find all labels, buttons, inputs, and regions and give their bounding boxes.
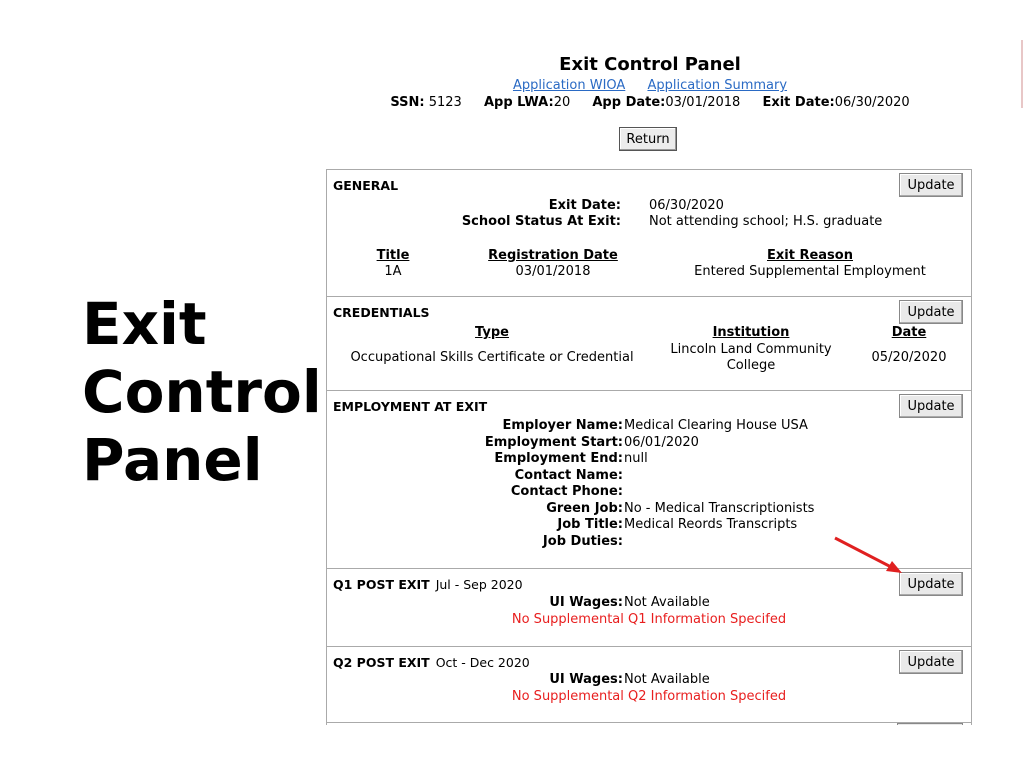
- q2-section-title: [333, 655, 530, 670]
- general-update-button[interactable]: Update: [899, 173, 963, 197]
- return-button[interactable]: Return: [619, 127, 677, 151]
- employment-field-label: Green Job:: [546, 500, 623, 516]
- app-date-value: 03/01/2018: [665, 95, 741, 110]
- slide-title-line: Exit: [82, 290, 207, 358]
- credentials-section-title: CREDENTIALS: [333, 305, 430, 320]
- school-status-label: School Status At Exit:: [461, 214, 621, 229]
- general-section: [327, 169, 971, 297]
- employment-field-row: [327, 501, 971, 517]
- employment-field-value: Medical Clearing House USA: [624, 418, 808, 433]
- q2-ui-wages-label: UI Wages:: [549, 672, 623, 687]
- q2-period: Oct - Dec 2020: [435, 655, 530, 670]
- credentials-section: [327, 296, 971, 391]
- general-exit-date-value: 06/30/2020: [649, 198, 724, 213]
- application-summary-link[interactable]: Application Summary: [647, 78, 788, 93]
- q1-notice: No Supplemental Q1 Information Specifed: [511, 612, 787, 627]
- employment-field-label: Job Title:: [557, 517, 623, 532]
- slide-edge-divider: [1021, 40, 1023, 108]
- credential-institution-line2: College: [726, 358, 776, 373]
- col-header-exit-reason: Exit Reason: [767, 248, 853, 263]
- q2-ui-wages-value: Not Available: [624, 672, 710, 687]
- employment-field-row: [327, 468, 971, 484]
- employment-field-row: [327, 418, 971, 434]
- employment-field-value: 06/01/2020: [624, 434, 699, 450]
- cell-title: 1A: [384, 264, 402, 279]
- employment-field-label: Job Duties:: [542, 533, 623, 549]
- ssn-label: SSN:: [390, 95, 425, 110]
- case-info-line: [330, 95, 970, 110]
- q1-ui-wages-row: [327, 595, 971, 611]
- q2-post-exit-section: [327, 646, 971, 723]
- exit-date-label: Exit Date:: [762, 95, 835, 110]
- employment-field-row: [327, 435, 971, 451]
- credential-type: Occupational Skills Certificate or Credential: [350, 350, 634, 365]
- q2-update-button[interactable]: Update: [899, 650, 963, 674]
- app-date-label: App Date:: [592, 95, 666, 110]
- general-exit-date-label: Exit Date:: [548, 198, 621, 213]
- exit-control-panel: [326, 169, 972, 725]
- employment-field-label: Employment End:: [494, 451, 623, 466]
- credential-date: 05/20/2020: [871, 350, 947, 365]
- col-header-registration-date: Registration Date: [488, 248, 618, 263]
- slide-title: [82, 290, 322, 494]
- employment-field-label: Employer Name:: [502, 418, 623, 433]
- app-lwa-value: 20: [553, 95, 571, 110]
- q2-notice: No Supplemental Q2 Information Specifed: [511, 689, 787, 704]
- next-update-button-partial: [897, 723, 963, 725]
- employment-field-label: Contact Name:: [514, 467, 623, 483]
- q1-section-title: [333, 577, 523, 592]
- employment-field-row: [327, 534, 971, 550]
- employment-field-row: [327, 484, 971, 500]
- general-exit-date-row: [327, 198, 971, 214]
- application-links: [330, 78, 970, 93]
- col-header-title: Title: [376, 248, 410, 263]
- employment-field-value: No - Medical Transcriptionists: [624, 500, 815, 516]
- q1-update-button[interactable]: Update: [899, 572, 963, 596]
- app-lwa-label: App LWA:: [483, 95, 554, 110]
- q1-period: Jul - Sep 2020: [435, 577, 523, 592]
- school-status-value: Not attending school; H.S. graduate: [649, 214, 883, 229]
- q1-post-exit-section: [327, 568, 971, 647]
- col-header-institution: Institution: [712, 325, 790, 340]
- ssn-value: 5123: [428, 95, 462, 110]
- application-wioa-link[interactable]: Application WIOA: [512, 78, 626, 93]
- col-header-type: Type: [475, 325, 509, 340]
- q1-ui-wages-label: UI Wages:: [549, 595, 623, 610]
- q2-title: Q2 POST EXIT: [333, 655, 430, 670]
- exit-date-value: 06/30/2020: [834, 95, 910, 110]
- employment-field-value: Medical Reords Transcripts: [624, 517, 798, 532]
- general-school-status-row: [327, 214, 971, 230]
- employment-field-row: [327, 517, 971, 533]
- q2-ui-wages-row: [327, 672, 971, 688]
- employment-field-value: null: [624, 451, 648, 466]
- cell-exit-reason: Entered Supplemental Employment: [694, 264, 926, 279]
- q1-ui-wages-value: Not Available: [624, 595, 710, 610]
- slide-title-line: Control: [82, 358, 322, 426]
- next-section-partial: [327, 722, 971, 725]
- employment-field-label: Contact Phone:: [510, 484, 623, 499]
- credentials-update-button[interactable]: Update: [899, 300, 963, 324]
- page-title: Exit Control Panel: [559, 54, 741, 75]
- general-section-title: GENERAL: [333, 178, 399, 193]
- employment-update-button[interactable]: Update: [899, 394, 963, 418]
- employment-field-row: [327, 451, 971, 467]
- employment-section: [327, 390, 971, 569]
- employment-section-title: EMPLOYMENT AT EXIT: [333, 399, 488, 414]
- q1-title: Q1 POST EXIT: [333, 577, 430, 592]
- employment-field-label: Employment Start:: [484, 434, 623, 450]
- credential-institution-line1: Lincoln Land Community: [670, 342, 832, 357]
- col-header-date: Date: [891, 325, 927, 340]
- cell-registration-date: 03/01/2018: [515, 264, 591, 279]
- slide-title-line: Panel: [82, 426, 263, 494]
